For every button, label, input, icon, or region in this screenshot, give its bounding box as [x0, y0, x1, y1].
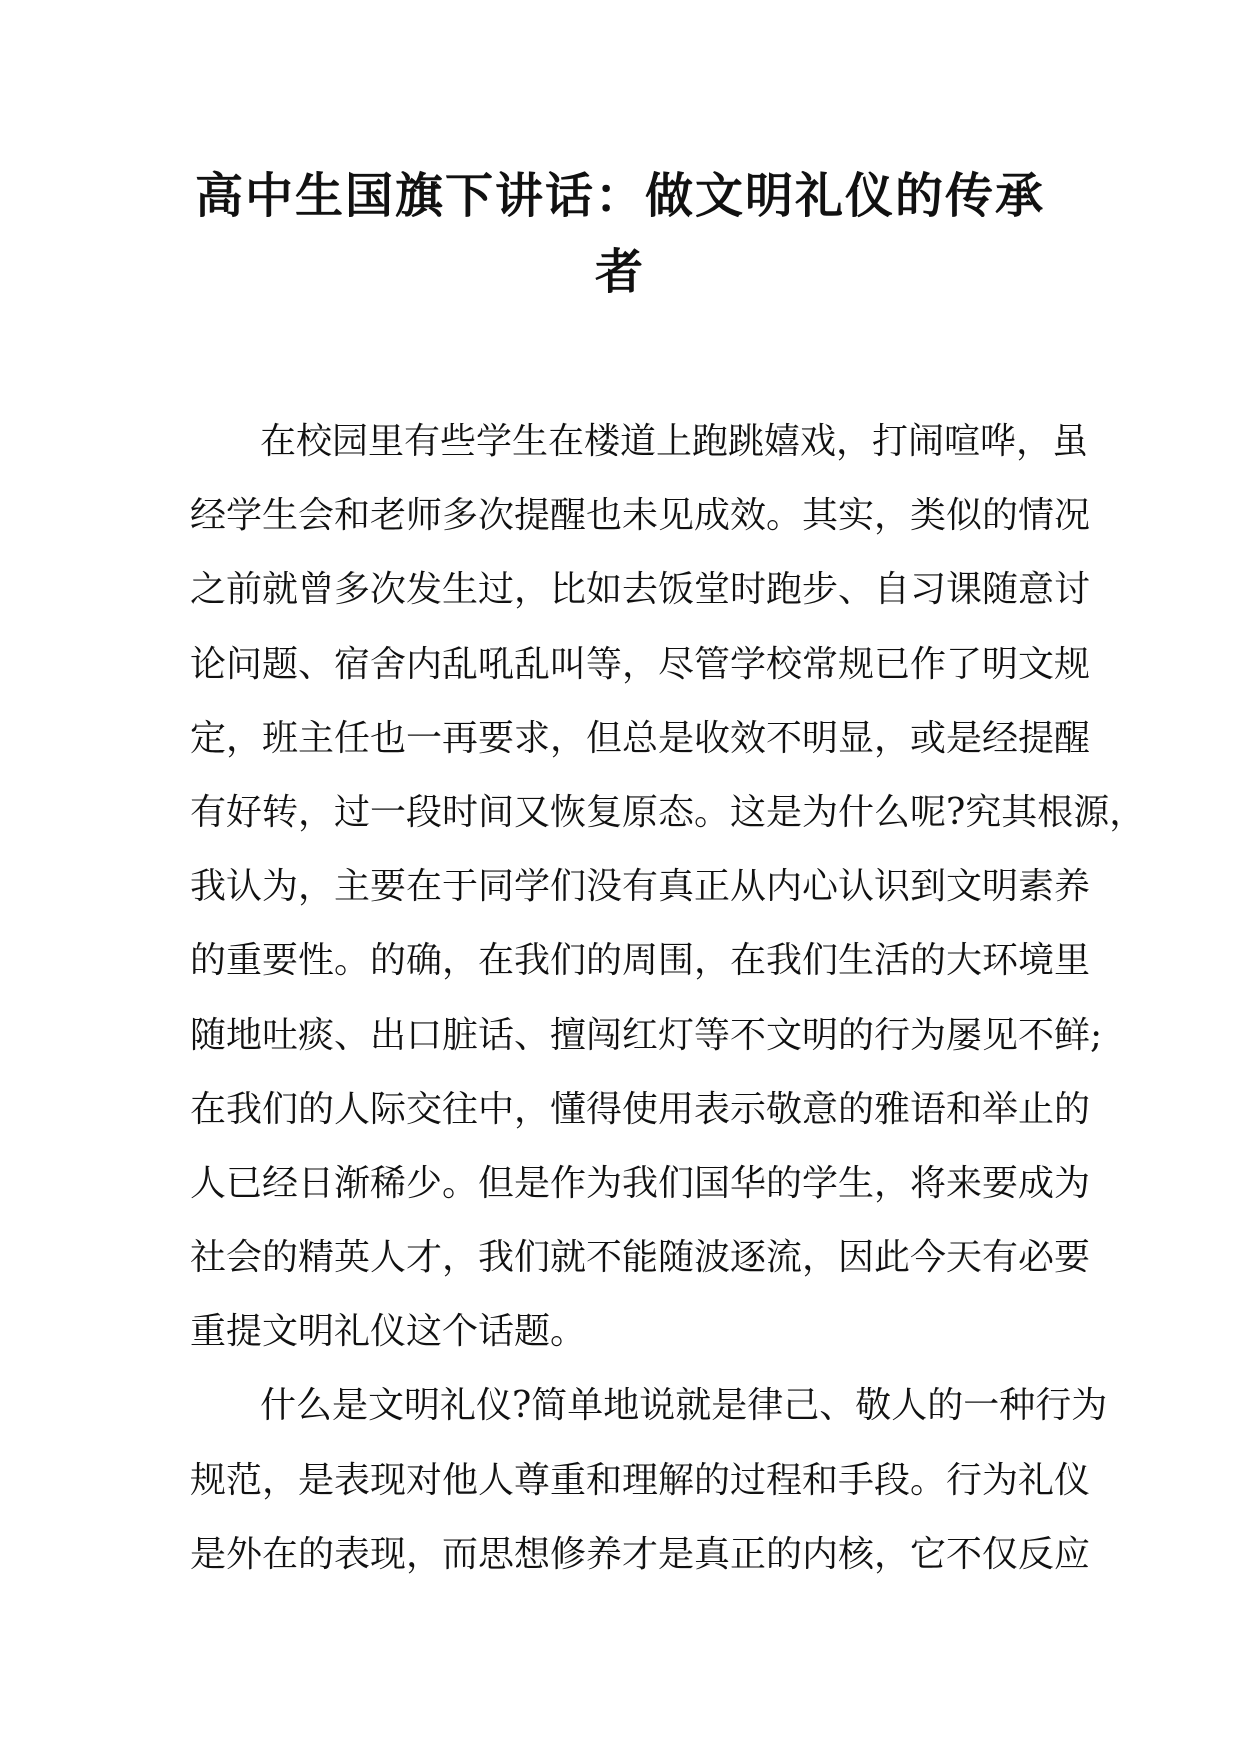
paragraph-line: 论问题、宿舍内乱吼乱叫等，尽管学校常规已作了明文规: [190, 643, 1091, 685]
paragraph-line: 在校园里有些学生在楼道上跑跳嬉戏，打闹喧哗，虽: [260, 421, 1089, 462]
paragraph-line: 的重要性。的确，在我们的周围，在我们生活的大环境里: [190, 940, 1091, 982]
paragraph-2: [190, 1369, 1108, 1592]
paragraph-line: 什么是文明礼仪?简单地说就是律己、敬人的一种行为: [260, 1385, 1108, 1427]
document-body: [190, 405, 1146, 1592]
paragraph-line: 经学生会和老师多次提醒也未见成效。其实，类似的情况: [190, 495, 1091, 537]
title-line-1: 高中生国旗下讲话：做文明礼仪的传承: [194, 168, 1045, 224]
paragraph-1: [190, 405, 1146, 1369]
paragraph-line: 重提文明礼仪这个话题。: [190, 1311, 587, 1353]
paragraph-line: 随地吐痰、出口脏话、擅闯红灯等不文明的行为屡见不鲜;: [190, 1014, 1103, 1056]
paragraph-line: 是外在的表现，而思想修养才是真正的内核，它不仅反应: [190, 1533, 1091, 1575]
paragraph-line: 有好转，过一段时间又恢复原态。这是为什么呢?究其根源，: [190, 791, 1146, 833]
paragraph-line: 人已经日渐稀少。但是作为我们国华的学生，将来要成为: [190, 1162, 1091, 1204]
paragraph-line: 我认为，主要在于同学们没有真正从内心认识到文明素养: [190, 866, 1091, 908]
paragraph-line: 规范，是表现对他人尊重和理解的过程和手段。行为礼仪: [190, 1459, 1091, 1501]
paragraph-line: 在我们的人际交往中，懂得使用表示敬意的雅语和举止的: [190, 1088, 1091, 1130]
paragraph-line: 之前就曾多次发生过，比如去饭堂时跑步、自习课随意讨: [190, 569, 1091, 611]
paragraph-line: 社会的精英人才，我们就不能随波逐流，因此今天有必要: [190, 1237, 1091, 1279]
title-line-2: 者: [594, 244, 645, 300]
paragraph-line: 定，班主任也一再要求，但总是收效不明显，或是经提醒: [190, 717, 1091, 759]
document-title: [190, 158, 1050, 310]
